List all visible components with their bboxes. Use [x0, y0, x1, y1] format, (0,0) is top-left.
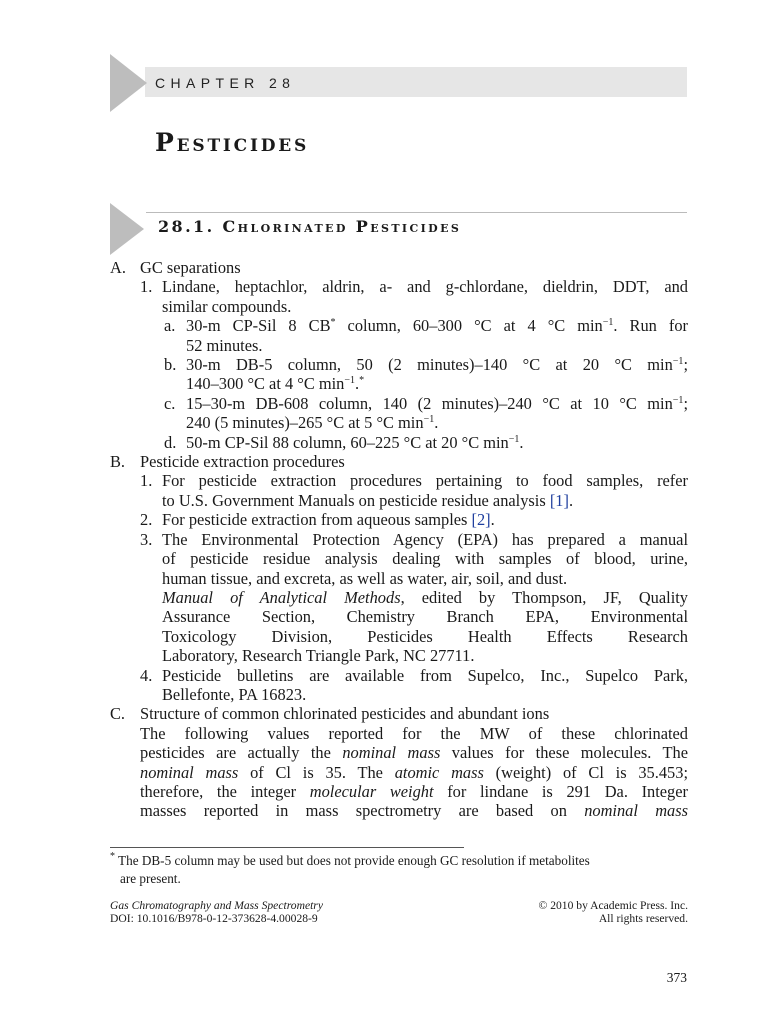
body-text — [110, 258, 688, 821]
list-item-b: B. Pesticide extraction procedures — [110, 452, 345, 472]
list-item-b4: 4. Pesticide bulletins are available from Supelco, Inc., Supelco Park, Bellefonte, PA 16823. — [140, 665, 688, 704]
footnote: * The DB-5 column may be used but does not provide enough GC resolution if metabolites are present. — [110, 851, 590, 886]
footnote-divider — [110, 847, 464, 848]
list-item-a1a: a. 30-m CP-Sil 8 CB* column, 60–300 °C at 4 °C $\min^{-1}$. Run for 52 minutes. — [164, 316, 688, 355]
footnote-ref[interactable]: * — [330, 317, 336, 329]
chapter-label: CHAPTER 28 — [155, 75, 296, 91]
footnote-ref[interactable]: * — [359, 375, 365, 387]
list-item-b3: 3. The Environmental Protection Agency (EPA) has prepared a manual of pesticide residue analysis dealing with samples of blood, urine, human tissue, and excreta, as well as water, air, soil, and dust. Manual of Analytical Methods, edited by Thompson, JF, Quality Assurance Section, Chemistry Branch EPA, Environmental Toxicology Division, Pesticides Health Effects Research Laboratory, Research Triangle Park, NC 27711. — [140, 529, 689, 666]
list-item-a: A. GC separations — [110, 258, 241, 277]
citation-link[interactable]: [1] — [549, 490, 569, 510]
list-item-a1b: b. 30-m DB-5 column, 50 (2 minutes)–140 °C at 20 °C $\min^{-1}$; 140–300 °C at 4 °C $\min^{-1}.^*$ — [164, 355, 688, 394]
list-item-b2: 2. For pesticide extraction from aqueous samples [2]. — [140, 510, 495, 530]
section-divider — [146, 212, 687, 213]
section-arrow-icon — [110, 203, 144, 255]
list-item-c: C. Structure of common chlorinated pesticides and abundant ions The following values reported for the MW of these chlorinated pesticides are actually the nominal mass values for these molecules. The nominal mass of Cl is 35. The atomic mass (weight) of Cl is 35.453; therefore, the integer molecular weight for lindane is 291 Da. Integer masses reported in mass spectrometry are based on nominal mass — [110, 704, 688, 821]
publication-info — [110, 899, 688, 925]
section-title: 28.1. Chlorinated Pesticides — [158, 217, 462, 236]
book-title: Gas Chromatography and Mass Spectrometry — [110, 899, 323, 912]
list-item-a1c: c. 15–30-m DB-608 column, 140 (2 minutes)–240 °C at 10 °C $\min^{-1}$; 240 (5 minutes)–265 °C at 5 °C $\min^{-1}$. — [164, 393, 688, 433]
copyright: © 2010 by Academic Press. Inc. — [538, 899, 688, 912]
rights: All rights reserved. — [598, 912, 688, 925]
chapter-arrow-icon — [110, 54, 147, 112]
list-item-a1d: d. 50-m CP-Sil 88 column, 60–225 °C at 20 °C $\min^{-1}$. — [164, 432, 524, 452]
list-item-b1: 1. For pesticide extraction procedures pertaining to food samples, refer to U.S. Government Manuals on pesticide residue analysis [1]. — [140, 471, 688, 510]
page-number: 373 — [666, 970, 687, 985]
doi[interactable]: DOI: 10.1016/B978-0-12-373628-4.00028-9 — [110, 912, 318, 925]
citation-link[interactable]: [2] — [471, 510, 491, 530]
chapter-title: Pesticides — [155, 128, 310, 157]
list-item-a1: 1. Lindane, heptachlor, aldrin, a- and g-chlordane, dieldrin, DDT, and similar compounds. — [140, 277, 688, 316]
